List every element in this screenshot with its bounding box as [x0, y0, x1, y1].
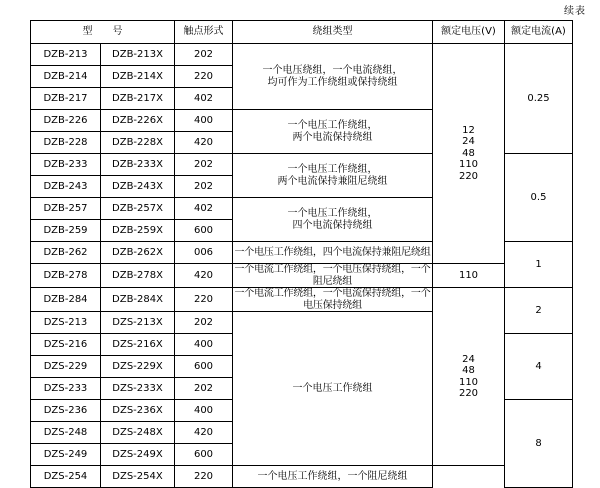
voltage-value: 12	[462, 124, 475, 136]
column-header-rated-current: 额定电流(A)	[505, 21, 573, 44]
cell-model-b: DZB-213X	[101, 44, 175, 66]
cell-rated-current-group-3: 1	[505, 242, 573, 288]
cell-contact-form: 220	[175, 466, 233, 488]
cell-model-b: DZS-236X	[101, 400, 175, 422]
cell-winding-type-group-9: 一个电压工作绕组，一个阻尼绕组	[233, 466, 433, 488]
cell-model-a: DZS-213	[31, 312, 101, 334]
cell-model-b: DZB-214X	[101, 66, 175, 88]
cell-model-b: DZB-284X	[101, 288, 175, 312]
cell-model-a: DZB-226	[31, 110, 101, 132]
cell-model-a: DZB-233	[31, 154, 101, 176]
cell-model-b: DZS-213X	[101, 312, 175, 334]
cell-contact-form: 402	[175, 198, 233, 220]
cell-winding-type-group-6: 一个电流工作绕组，一个电压保持绕组，一个阻尼绕组	[234, 264, 431, 287]
column-header-model: 型 号	[31, 21, 175, 44]
cell-model-b: DZS-229X	[101, 356, 175, 378]
winding-line-1: 一个电压绕组，一个电流绕组，	[262, 65, 403, 76]
table-row	[31, 264, 573, 288]
voltage-value: 48	[462, 147, 475, 159]
voltage-value: 48	[462, 365, 475, 376]
cell-rated-voltage-group-1	[433, 44, 505, 264]
voltage-value: 110	[458, 159, 479, 171]
cell-contact-form: 202	[175, 378, 233, 400]
winding-line-2: 均可作为工作绕组或保持绕组	[267, 76, 398, 88]
cell-winding-type-group-3	[233, 154, 433, 198]
cell-contact-form: 420	[175, 264, 233, 288]
cell-model-a: DZS-249	[31, 444, 101, 466]
table-row	[31, 288, 573, 312]
voltage-value: 24	[462, 136, 475, 148]
cell-model-b: DZB-259X	[101, 220, 175, 242]
cell-model-b: DZS-248X	[101, 422, 175, 444]
cell-contact-form: 600	[175, 356, 233, 378]
winding-line-2: 四个电流保持绕组	[292, 219, 373, 231]
cell-contact-form: 220	[175, 66, 233, 88]
specification-table	[30, 20, 573, 488]
cell-model-b: DZB-278X	[101, 264, 175, 288]
cell-rated-voltage-group-3	[433, 288, 505, 466]
column-header-contact-form: 触点形式	[175, 21, 233, 44]
cell-model-a: DZB-257	[31, 198, 101, 220]
cell-model-b: DZB-226X	[101, 110, 175, 132]
cell-winding-type-group-5: 一个电压工作绕组，四个电流保持兼阻尼绕组	[233, 242, 433, 264]
cell-winding-type-group-7: 一个电流工作绕组，一个电流保持绕组，一个电压保持绕组	[234, 288, 431, 311]
cell-contact-form: 402	[175, 88, 233, 110]
cell-winding-type-group-2	[233, 110, 433, 154]
cell-contact-form: 600	[175, 444, 233, 466]
column-header-winding-type: 绕组类型	[233, 21, 433, 44]
winding-line-1: 一个电压工作绕组，	[287, 120, 378, 131]
cell-model-b: DZB-257X	[101, 198, 175, 220]
cell-winding-type-group-1	[233, 44, 433, 110]
cell-rated-current-group-5: 4	[505, 334, 573, 400]
cell-model-a: DZB-284	[31, 288, 101, 312]
voltage-value: 220	[458, 388, 479, 399]
cell-model-a: DZB-243	[31, 176, 101, 198]
winding-line-1: 一个电压工作绕组，	[287, 208, 378, 219]
cell-contact-form: 202	[175, 154, 233, 176]
cell-model-a: DZS-236	[31, 400, 101, 422]
voltage-value: 24	[462, 353, 475, 365]
cell-model-a: DZS-248	[31, 422, 101, 444]
cell-winding-type-group-8: 一个电压工作绕组	[233, 312, 433, 466]
cell-model-b: DZS-233X	[101, 378, 175, 400]
winding-line-2: 两个电流保持绕组	[292, 131, 373, 143]
cell-model-b: DZS-249X	[101, 444, 175, 466]
winding-line-1: 一个电压工作绕组，	[287, 164, 378, 175]
cell-contact-form: 202	[175, 44, 233, 66]
cell-contact-form: 420	[175, 422, 233, 444]
cell-model-b: DZB-233X	[101, 154, 175, 176]
cell-model-b: DZS-216X	[101, 334, 175, 356]
cell-contact-form: 400	[175, 400, 233, 422]
cell-model-b: DZB-243X	[101, 176, 175, 198]
cell-rated-current-group-1: 0.25	[505, 44, 573, 154]
cell-contact-form: 202	[175, 312, 233, 334]
cell-model-a: DZB-278	[31, 264, 101, 288]
cell-model-a: DZS-254	[31, 466, 101, 488]
cell-contact-form: 202	[175, 176, 233, 198]
voltage-value: 110	[458, 376, 479, 388]
cell-model-a: DZS-229	[31, 356, 101, 378]
winding-line-2: 两个电流保持兼阻尼绕组	[277, 175, 388, 187]
cell-contact-form: 220	[175, 288, 233, 312]
cell-model-b: DZB-217X	[101, 88, 175, 110]
table-row	[31, 466, 573, 488]
table-row	[31, 44, 573, 66]
cell-model-b: DZS-254X	[101, 466, 175, 488]
cell-winding-type-group-4	[233, 198, 433, 242]
cell-model-a: DZB-217	[31, 88, 101, 110]
cell-rated-current-group-4: 2	[505, 288, 573, 334]
cell-model-a: DZB-214	[31, 66, 101, 88]
cell-model-b: DZB-262X	[101, 242, 175, 264]
cell-rated-voltage-group-2: 110	[433, 264, 505, 288]
cell-model-a: DZS-216	[31, 334, 101, 356]
continued-table-label: 续表	[564, 6, 586, 17]
table-header-row	[31, 21, 573, 44]
cell-contact-form: 420	[175, 132, 233, 154]
cell-model-a: DZB-262	[31, 242, 101, 264]
cell-contact-form: 006	[175, 242, 233, 264]
voltage-value: 220	[458, 170, 479, 182]
cell-model-b: DZB-228X	[101, 132, 175, 154]
column-header-rated-voltage: 额定电压(V)	[433, 21, 505, 44]
cell-rated-current-group-2: 0.5	[505, 154, 573, 242]
cell-model-a: DZB-228	[31, 132, 101, 154]
cell-contact-form: 600	[175, 220, 233, 242]
cell-contact-form: 400	[175, 110, 233, 132]
cell-contact-form: 400	[175, 334, 233, 356]
cell-model-a: DZB-213	[31, 44, 101, 66]
cell-rated-current-group-6: 8	[505, 400, 573, 488]
cell-model-a: DZS-233	[31, 378, 101, 400]
cell-model-a: DZB-259	[31, 220, 101, 242]
